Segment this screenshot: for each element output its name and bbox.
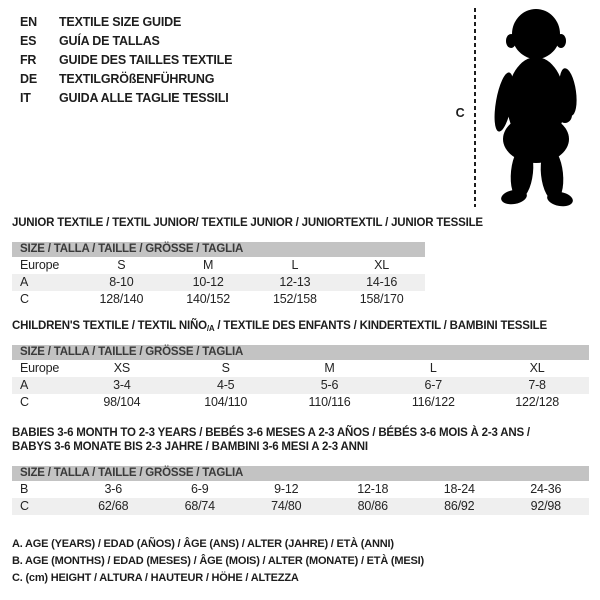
height-cell: 122/128 bbox=[515, 395, 559, 409]
footnote-height: C. (cm) HEIGHT / ALTURA / HAUTEUR / HÖHE / ALTEZZA bbox=[12, 572, 299, 584]
footnote-age-years: A. AGE (YEARS) / EDAD (AÑOS) / ÂGE (ANS) / ALTER (JAHRE) / ETÀ (ANNI) bbox=[12, 538, 394, 550]
language-code: EN bbox=[20, 15, 37, 29]
junior-size-table bbox=[12, 242, 425, 308]
age-cell: 12-13 bbox=[279, 275, 311, 289]
age-cell: 12-18 bbox=[357, 482, 389, 496]
table-row bbox=[12, 360, 589, 377]
children-section-title bbox=[12, 319, 547, 336]
age-cell: 7-8 bbox=[528, 378, 546, 392]
age-cell: 8-10 bbox=[109, 275, 134, 289]
height-measure-label: C bbox=[455, 106, 465, 120]
language-label: TEXTILE SIZE GUIDE bbox=[59, 15, 182, 29]
height-cell: 86/92 bbox=[444, 499, 475, 513]
children-title-suffix: / TEXTILE DES ENFANTS / KINDERTEXTIL / BAMBINI TESSILE bbox=[214, 320, 547, 332]
height-cell: 110/116 bbox=[308, 395, 351, 409]
height-cell: 80/86 bbox=[357, 499, 388, 513]
age-cell: 10-12 bbox=[192, 275, 224, 289]
table-row bbox=[12, 377, 589, 394]
junior-table-header: SIZE / TALLA / TAILLE / GRÖSSE / TAGLIA bbox=[12, 242, 425, 257]
size-cell: M bbox=[203, 258, 214, 272]
babies-size-table bbox=[12, 466, 589, 515]
row-label: C bbox=[20, 499, 29, 513]
language-label: TEXTILGRÖßENFÜHRUNG bbox=[59, 72, 215, 86]
language-code: IT bbox=[20, 91, 31, 105]
language-label: GUIDE DES TAILLES TEXTILE bbox=[59, 53, 233, 67]
babies-table-header: SIZE / TALLA / TAILLE / GRÖSSE / TAGLIA bbox=[12, 466, 589, 481]
children-title-prefix: CHILDREN'S TEXTILE / TEXTIL NIÑO bbox=[12, 320, 207, 332]
height-cell: 158/170 bbox=[359, 292, 404, 306]
row-label: Europe bbox=[20, 258, 60, 272]
age-cell: 3-4 bbox=[113, 378, 131, 392]
age-cell: 18-24 bbox=[443, 482, 475, 496]
language-row-de bbox=[20, 70, 232, 89]
row-label: A bbox=[20, 275, 29, 289]
height-cell: 68/74 bbox=[184, 499, 215, 513]
age-cell: 3-6 bbox=[104, 482, 122, 496]
table-row bbox=[12, 291, 425, 308]
footnote-age-months: B. AGE (MONTHS) / EDAD (MESES) / ÂGE (MOIS) / ALTER (MONATE) / ETÀ (MESI) bbox=[12, 555, 424, 567]
babies-title-line1: BABIES 3-6 MONTH TO 2-3 YEARS / BEBÉS 3-6 MESES A 2-3 AÑOS / BÉBÉS 3-6 MOIS À 2-3 ANS / bbox=[12, 427, 530, 439]
language-row-it bbox=[20, 89, 232, 108]
size-cell: XL bbox=[529, 361, 545, 375]
language-row-en bbox=[20, 13, 232, 32]
children-title-sub: /A bbox=[206, 324, 215, 333]
size-cell: XS bbox=[113, 361, 131, 375]
height-cell: 116/122 bbox=[411, 395, 455, 409]
row-label: C bbox=[20, 395, 29, 409]
age-cell: 4-5 bbox=[216, 378, 235, 392]
age-cell: 24-36 bbox=[530, 482, 562, 496]
children-size-table bbox=[12, 345, 589, 411]
height-cell: 62/68 bbox=[98, 499, 129, 513]
table-row bbox=[12, 498, 589, 515]
row-label: B bbox=[20, 482, 29, 496]
language-list bbox=[20, 13, 232, 108]
babies-section-title bbox=[12, 426, 530, 454]
row-label: C bbox=[20, 292, 29, 306]
language-code: DE bbox=[20, 72, 37, 86]
size-cell: M bbox=[324, 361, 335, 375]
size-cell: S bbox=[117, 258, 126, 272]
height-cell: 128/140 bbox=[99, 292, 144, 306]
language-label: GUIDA ALLE TAGLIE TESSILI bbox=[59, 91, 229, 105]
table-row bbox=[12, 274, 425, 291]
junior-section-title: JUNIOR TEXTILE / TEXTIL JUNIOR/ TEXTILE JUNIOR / JUNIORTEXTIL / JUNIOR TESSILE bbox=[12, 217, 483, 229]
babies-title-line2: BABYS 3-6 MONATE BIS 2-3 JAHRE / BAMBINI 3-6 MESI A 2-3 ANNI bbox=[12, 441, 368, 453]
size-cell: L bbox=[429, 361, 437, 375]
height-measure-line bbox=[474, 8, 476, 207]
age-cell: 9-12 bbox=[274, 482, 299, 496]
height-cell: 152/158 bbox=[272, 292, 317, 306]
table-row bbox=[12, 481, 589, 498]
size-cell: L bbox=[291, 258, 299, 272]
language-code: ES bbox=[20, 34, 37, 48]
row-label: A bbox=[20, 378, 29, 392]
size-cell: XL bbox=[374, 258, 390, 272]
age-cell: 14-16 bbox=[366, 275, 398, 289]
table-row bbox=[12, 394, 589, 411]
height-cell: 74/80 bbox=[271, 499, 302, 513]
table-row bbox=[12, 257, 425, 274]
toddler-silhouette-image bbox=[488, 7, 588, 207]
language-label: GUÍA DE TALLAS bbox=[59, 34, 160, 48]
language-row-es bbox=[20, 32, 232, 51]
children-table-header: SIZE / TALLA / TAILLE / GRÖSSE / TAGLIA bbox=[12, 345, 589, 360]
height-cell: 98/104 bbox=[103, 395, 141, 409]
height-cell: 92/98 bbox=[530, 499, 561, 513]
size-cell: S bbox=[221, 361, 230, 375]
row-label: Europe bbox=[20, 361, 60, 375]
height-cell: 140/152 bbox=[186, 292, 231, 306]
language-row-fr bbox=[20, 51, 232, 70]
age-cell: 6-9 bbox=[191, 482, 209, 496]
age-cell: 5-6 bbox=[320, 378, 339, 392]
height-cell: 104/110 bbox=[204, 395, 248, 409]
age-cell: 6-7 bbox=[424, 378, 443, 392]
language-code: FR bbox=[20, 53, 37, 67]
